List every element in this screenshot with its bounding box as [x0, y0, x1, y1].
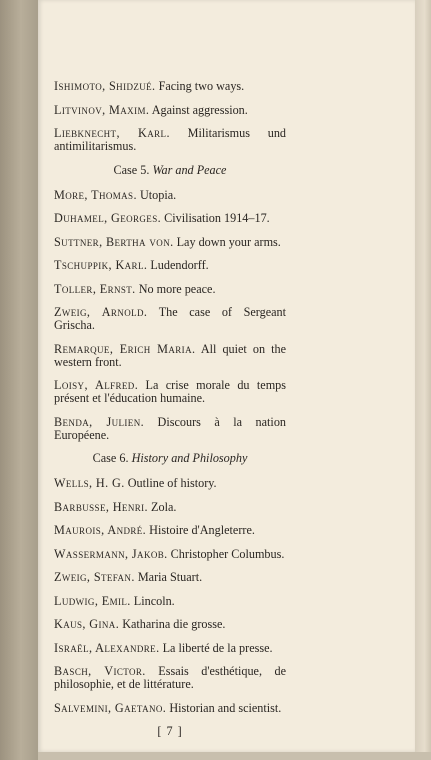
catalog-entry	[54, 127, 286, 153]
entry-author: Duhamel, Georges.	[54, 211, 162, 225]
catalog-entry	[54, 477, 286, 490]
entry-author: Kaus, Gina.	[54, 617, 120, 631]
catalog-entry	[54, 212, 286, 225]
entry-author: Toller, Ernst.	[54, 281, 136, 296]
catalog-entry	[54, 501, 286, 514]
entry-title: Militarismus und antimilitarismus.	[54, 126, 287, 153]
catalog-entry	[54, 416, 286, 442]
catalog-entry	[54, 283, 286, 296]
entry-author: Zweig, Arnold.	[54, 305, 148, 319]
entry-author: Liebknecht, Karl.	[54, 126, 170, 140]
case-6-heading	[54, 452, 286, 465]
catalog-entry	[54, 595, 286, 608]
catalog-entry	[54, 80, 286, 93]
entries-group-2	[54, 189, 286, 442]
entry-title: La liberté de la presse.	[162, 640, 273, 655]
entry-title: Lincoln.	[133, 593, 175, 608]
catalog-entry	[54, 642, 286, 655]
catalog-entry	[54, 524, 286, 537]
entry-author: Ishimoto, Shidzué.	[54, 79, 156, 93]
catalog-entry	[54, 306, 286, 332]
entry-author: Israël, Alexandre.	[54, 640, 160, 655]
case-label: Case 6.	[92, 451, 129, 465]
catalog-entry	[54, 702, 286, 715]
entry-title: Discours à la nation Européene.	[54, 414, 287, 442]
entry-author: Loisy, Alfred.	[54, 378, 139, 392]
case-5-heading	[54, 164, 286, 177]
entry-title: Histoire d'Angleterre.	[149, 523, 255, 537]
case-title: History and Philosophy	[131, 451, 248, 465]
entry-author: Basch, Victor.	[54, 664, 146, 678]
entry-author: Benda, Julien.	[54, 414, 145, 429]
entry-title: Historian and scientist.	[169, 700, 282, 715]
entry-author: Zweig, Stefan.	[54, 570, 135, 584]
catalog-entry	[54, 104, 286, 117]
catalog-entry	[54, 665, 286, 691]
entries-group-3	[54, 477, 286, 715]
catalog-entry	[54, 259, 286, 272]
catalog-entry	[54, 548, 286, 561]
catalog-entry	[54, 343, 286, 369]
catalog-entry	[54, 618, 286, 631]
entry-title: Essais d'esthétique, de philosophie, et de littérature.	[54, 664, 287, 691]
entry-author: Maurois, André.	[54, 523, 147, 537]
entry-title: Utopia.	[139, 187, 177, 202]
page-number: [ 7 ]	[157, 724, 183, 738]
entry-author: More, Thomas.	[54, 187, 137, 202]
case-title: War and Peace	[152, 162, 227, 177]
entry-title: Christopher Columbus.	[170, 546, 285, 561]
entry-title: The case of Sergeant Grischa.	[54, 305, 286, 332]
entry-title: La crise morale du temps présent et l'éducation humaine.	[54, 378, 287, 405]
page-edges	[415, 0, 431, 760]
case-label: Case 5.	[113, 162, 150, 177]
catalog-entry	[54, 379, 286, 405]
entry-author: Tschuppik, Karl.	[54, 258, 148, 272]
entry-title: Zola.	[151, 499, 177, 514]
entry-author: Litvinov, Maxim.	[54, 102, 150, 117]
book-spine	[0, 0, 38, 760]
entry-title: No more peace.	[138, 281, 216, 296]
catalog-entry	[54, 571, 286, 584]
entry-title: Maria Stuart.	[137, 570, 203, 584]
catalog-entry	[54, 236, 286, 249]
entry-title: All quiet on the western front.	[54, 341, 286, 369]
entry-title: Civilisation 1914–17.	[164, 211, 270, 225]
entry-title: Lay down your arms.	[176, 234, 281, 249]
entry-author: Suttner, Bertha von.	[54, 234, 174, 249]
entry-author: Barbusse, Henri.	[54, 499, 148, 514]
entry-author: Salvemini, Gaetano.	[54, 700, 167, 715]
entry-author: Ludwig, Emil.	[54, 593, 131, 608]
entry-title: Against aggression.	[151, 102, 248, 117]
entry-title: Katharina die grosse.	[122, 617, 226, 631]
entry-author: Wells, H. G.	[54, 476, 125, 490]
catalog-entry	[54, 189, 286, 202]
entry-author: Remarque, Erich Maria.	[54, 341, 196, 356]
entry-title: Facing two ways.	[158, 79, 245, 93]
entry-author: Wassermann, Jakob.	[54, 546, 168, 561]
catalog-list	[54, 80, 286, 738]
entry-title: Ludendorff.	[150, 258, 209, 272]
entries-group-1	[54, 80, 286, 153]
entry-title: Outline of history.	[127, 476, 217, 490]
page-bottom-shadow	[38, 752, 431, 760]
